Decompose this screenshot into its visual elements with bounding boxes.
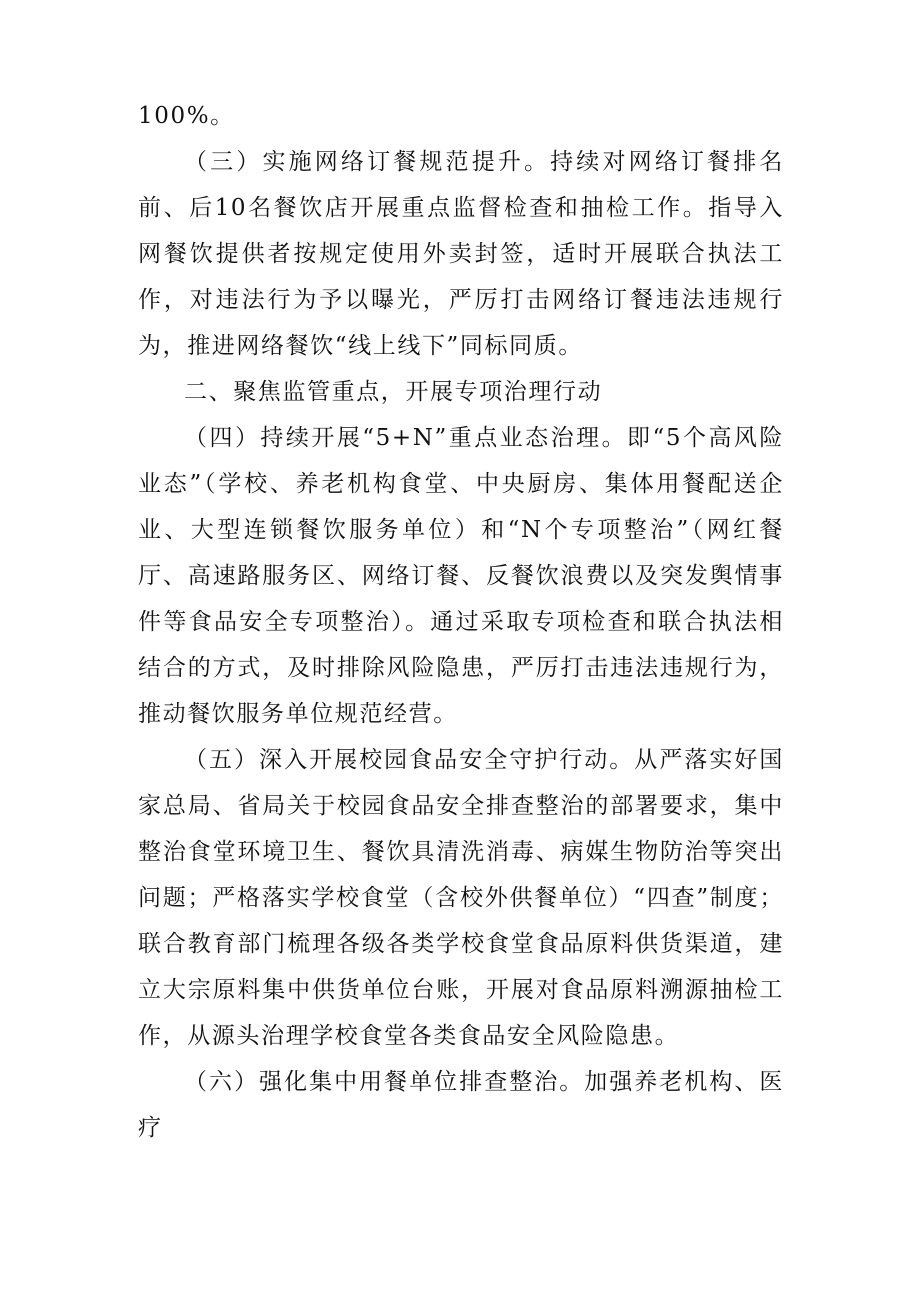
paragraph-section-6: （六）强化集中用餐单位排查整治。加强养老机构、医疗 [138,1069,784,1141]
paragraph-section-5: （五）深入开展校园食品安全守护行动。从严落实好国家总局、省局关于校园食品安全排查整治的部署要求，集中整治食堂环境卫生、餐饮具清洗消毒、病媒生物防治等突出问题；严格落实学校食堂（含校外供餐单位）“四查”制度；联合教育部门梳理各级各类学校食堂食品原料供货渠道，建立大宗原料集中供货单位台账，开展对食品原料溯源抽检工作，从源头治理学校食堂各类食品安全风险隐患。 [138,747,784,1049]
section-heading-2: 二、聚焦监管重点，开展专项治理行动 [184,379,603,405]
paragraph-section-3: （三）实施网络订餐规范提升。持续对网络订餐排名前、后10名餐饮店开展重点监督检查和抽检工作。指导入网餐饮提供者按规定使用外卖封签，适时开展联合执法工作，对违法行为予以曝光，严厉打击网络订餐违法违规行为，推进网络餐饮“线上线下”同标同质。 [138,149,784,359]
document-body [138,93,784,1151]
paragraph-section-4: （四）持续开展“5+N”重点业态治理。即“5个高风险业态”（学校、养老机构食堂、中央厨房、集体用餐配送企业、大型连锁餐饮服务单位）和“N个专项整治”（网红餐厅、高速路服务区、网络订餐、反餐饮浪费以及突发舆情事件等食品安全专项整治）。通过采取专项检查和联合执法相结合的方式，及时排除风险隐患，严厉打击违法违规行为，推动餐饮服务单位规范经营。 [138,425,784,727]
paragraph-continuation: 100%。 [138,103,235,129]
